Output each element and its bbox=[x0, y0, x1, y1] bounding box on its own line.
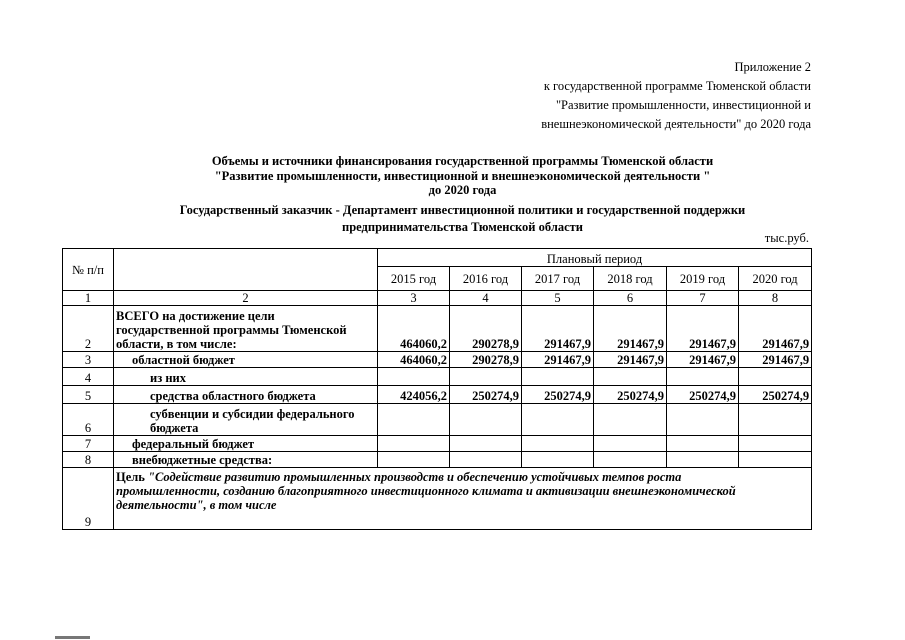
year-header: 2015 год bbox=[378, 267, 450, 291]
value-cell bbox=[378, 436, 450, 452]
value-cell bbox=[739, 404, 812, 436]
value-cell bbox=[450, 452, 522, 468]
value-cell bbox=[667, 436, 739, 452]
row-number: 4 bbox=[63, 368, 114, 386]
row-number: 2 bbox=[63, 306, 114, 352]
year-header: 2017 год bbox=[522, 267, 594, 291]
table-row-federal-budget bbox=[63, 436, 812, 452]
row-description bbox=[114, 306, 378, 352]
value-cell: 424056,2 bbox=[378, 386, 450, 404]
value-cell bbox=[739, 452, 812, 468]
index-cell: 8 bbox=[739, 291, 812, 306]
table-row-regional-budget bbox=[63, 352, 812, 368]
table-row-of-which bbox=[63, 368, 812, 386]
title-line-3: до 2020 года bbox=[428, 183, 497, 197]
table-row-regional-funds bbox=[63, 386, 812, 404]
value-cell bbox=[667, 452, 739, 468]
row-number: 9 bbox=[63, 468, 114, 530]
row-description bbox=[114, 404, 378, 436]
index-cell: 2 bbox=[114, 291, 378, 306]
row-description: федеральный бюджет bbox=[114, 436, 378, 452]
value-cell bbox=[378, 368, 450, 386]
value-cell bbox=[522, 452, 594, 468]
value-cell bbox=[594, 404, 667, 436]
row-number: 7 bbox=[63, 436, 114, 452]
value-cell: 290278,9 bbox=[450, 352, 522, 368]
row-description-line: ВСЕГО на достижение цели bbox=[116, 309, 275, 323]
value-cell: 250274,9 bbox=[667, 386, 739, 404]
value-cell: 464060,2 bbox=[378, 352, 450, 368]
value-cell bbox=[667, 404, 739, 436]
value-cell: 291467,9 bbox=[739, 352, 812, 368]
header-row-1 bbox=[63, 249, 812, 267]
index-cell: 3 bbox=[378, 291, 450, 306]
goal-description bbox=[114, 468, 812, 530]
goal-text-line: промышленности, созданию благоприятного инвестиционного климата и активизации внешнеэкономической bbox=[116, 484, 736, 498]
row-number: 6 bbox=[63, 404, 114, 436]
row-description: из них bbox=[114, 368, 378, 386]
row-description-line: области, в том числе: bbox=[116, 337, 237, 351]
value-cell: 291467,9 bbox=[594, 306, 667, 352]
title-line-1: Объемы и источники финансирования государственной программы Тюменской области bbox=[211, 154, 714, 168]
table-row-federal-subsidies bbox=[63, 404, 812, 436]
appendix-line-2: к государственной программе Тюменской области bbox=[543, 79, 811, 93]
value-cell bbox=[739, 436, 812, 452]
value-cell bbox=[378, 404, 450, 436]
value-cell: 290278,9 bbox=[450, 306, 522, 352]
value-cell: 250274,9 bbox=[739, 386, 812, 404]
value-cell bbox=[450, 368, 522, 386]
value-cell: 291467,9 bbox=[594, 352, 667, 368]
col-num-header: № п/п bbox=[63, 249, 114, 291]
financing-table bbox=[62, 248, 812, 530]
index-cell: 1 bbox=[63, 291, 114, 306]
value-cell bbox=[594, 452, 667, 468]
row-number: 8 bbox=[63, 452, 114, 468]
appendix-line-3: "Развитие промышленности, инвестиционной и bbox=[555, 98, 811, 112]
value-cell bbox=[450, 404, 522, 436]
row-description-line: субвенции и субсидии федерального bbox=[150, 407, 355, 421]
table-row-goal bbox=[63, 468, 812, 530]
goal-label: Цель bbox=[116, 470, 145, 484]
appendix-line-1: Приложение 2 bbox=[734, 60, 811, 74]
document-title bbox=[0, 154, 905, 198]
row-description-line: бюджета bbox=[150, 421, 199, 435]
value-cell: 250274,9 bbox=[594, 386, 667, 404]
year-header: 2019 год bbox=[667, 267, 739, 291]
row-description: средства областного бюджета bbox=[114, 386, 378, 404]
value-cell: 291467,9 bbox=[522, 306, 594, 352]
table-row-extrabudgetary bbox=[63, 452, 812, 468]
index-cell: 7 bbox=[667, 291, 739, 306]
value-cell bbox=[450, 436, 522, 452]
planning-period-header: Плановый период bbox=[378, 249, 812, 267]
value-cell bbox=[522, 404, 594, 436]
table-row-total bbox=[63, 306, 812, 352]
row-number: 3 bbox=[63, 352, 114, 368]
value-cell bbox=[378, 452, 450, 468]
index-cell: 4 bbox=[450, 291, 522, 306]
appendix-header bbox=[541, 58, 811, 134]
value-cell: 250274,9 bbox=[450, 386, 522, 404]
col-desc-header bbox=[114, 249, 378, 291]
customer-line-2: предпринимательства Тюменской области bbox=[342, 220, 583, 234]
appendix-line-4: внешнеэкономической деятельности" до 2020 года bbox=[541, 117, 811, 131]
year-header: 2018 год bbox=[594, 267, 667, 291]
goal-text-line: деятельности", в том числе bbox=[116, 498, 277, 512]
row-description: внебюджетные средства: bbox=[114, 452, 378, 468]
index-cell: 6 bbox=[594, 291, 667, 306]
value-cell bbox=[594, 436, 667, 452]
value-cell: 291467,9 bbox=[522, 352, 594, 368]
row-description-line: государственной программы Тюменской bbox=[116, 323, 347, 337]
year-header: 2020 год bbox=[739, 267, 812, 291]
page-edge-mark bbox=[55, 636, 90, 639]
value-cell bbox=[522, 436, 594, 452]
value-cell: 291467,9 bbox=[667, 352, 739, 368]
goal-text-line: "Содействие развитию промышленных производств и обеспечению устойчивых темпов роста bbox=[144, 470, 682, 484]
value-cell: 250274,9 bbox=[522, 386, 594, 404]
value-cell bbox=[522, 368, 594, 386]
year-header: 2016 год bbox=[450, 267, 522, 291]
customer-line-1: Государственный заказчик - Департамент инвестиционной политики и государственной поддержки bbox=[179, 203, 746, 217]
column-index-row bbox=[63, 291, 812, 306]
units-label: тыс.руб. bbox=[764, 231, 809, 245]
index-cell: 5 bbox=[522, 291, 594, 306]
value-cell: 291467,9 bbox=[667, 306, 739, 352]
value-cell bbox=[594, 368, 667, 386]
value-cell: 464060,2 bbox=[378, 306, 450, 352]
row-description: областной бюджет bbox=[114, 352, 378, 368]
value-cell: 291467,9 bbox=[739, 306, 812, 352]
row-number: 5 bbox=[63, 386, 114, 404]
title-line-2: "Развитие промышленности, инвестиционной и внешнеэкономической деятельности " bbox=[214, 168, 711, 183]
value-cell bbox=[667, 368, 739, 386]
value-cell bbox=[739, 368, 812, 386]
